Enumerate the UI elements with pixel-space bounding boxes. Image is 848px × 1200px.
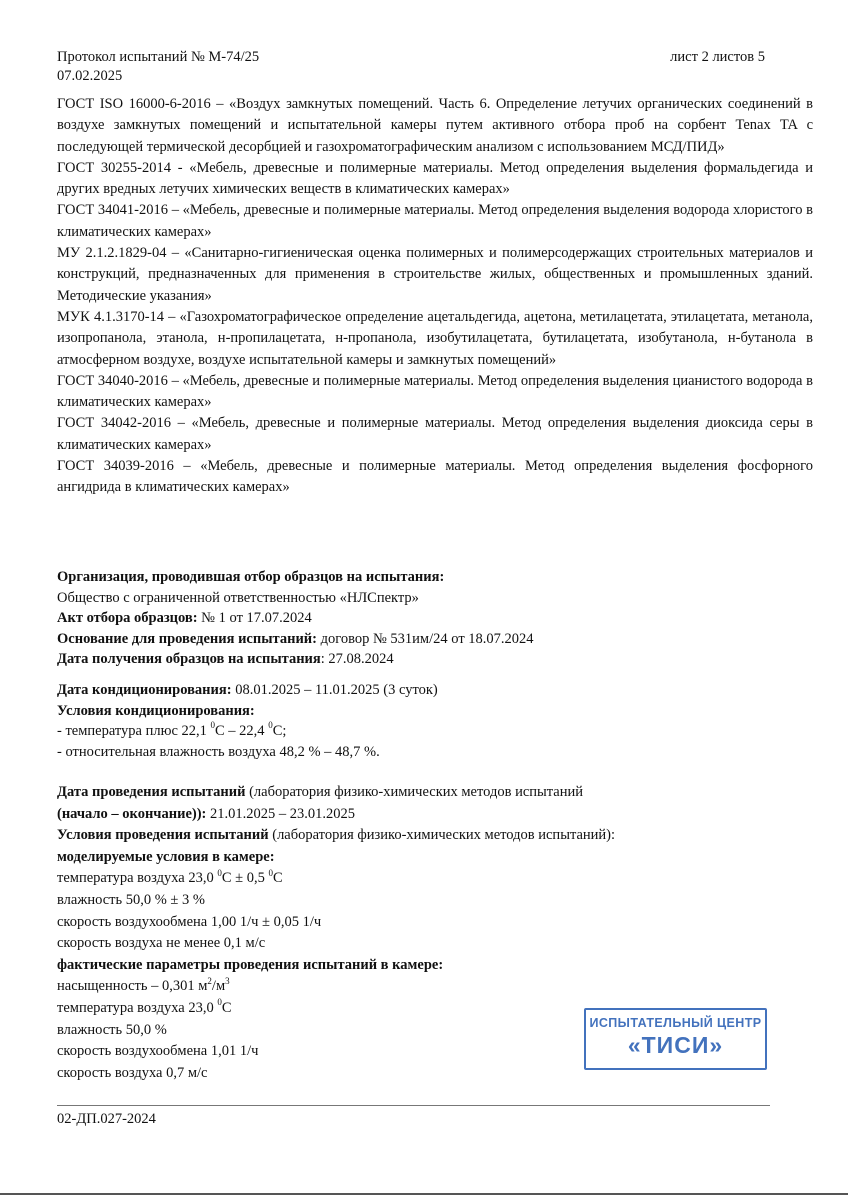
protocol-number: Протокол испытаний № М-74/25 — [57, 49, 260, 65]
standard-ref: ГОСТ 34039-2016 – «Мебель, древесные и полимерные материалы. Метод определения выделения фосфорного ангидрида в климатических камерах» — [57, 458, 813, 496]
sampling-org-label: Организация, проводившая отбор образцов на испытания: — [57, 569, 445, 585]
modeled-air-speed: скорость воздуха не менее 0,1 м/с — [57, 935, 266, 952]
footer-divider — [57, 1105, 770, 1106]
standard-ref: ГОСТ ISO 16000-6-2016 – «Воздух замкнутых помещений. Часть 6. Определение летучих органических соединений в воздухе замкнутых помещений и испытательной камеры путем активного отбора проб на сорбент Tenax TA с последующей термической десорбцией и газохроматографическим анализом с использованием МСД/ПИД» — [57, 96, 813, 155]
stamp-line1: ИСПЫТАТЕЛЬНЫЙ ЦЕНТР — [589, 1016, 762, 1030]
actual-parameters-label: фактические параметры проведения испытаний в камере: — [57, 956, 444, 973]
stamp-line2: «ТИСИ» — [627, 1032, 724, 1058]
sheet-number: лист 2 листов 5 — [670, 49, 765, 65]
sampling-section — [57, 567, 817, 670]
basis-value: договор № 531им/24 от 18.07.2024 — [317, 630, 534, 647]
conditioning-temperature: - температура плюс 22,1 $^0$C – 22,4 $^0$C; — [57, 720, 287, 739]
act-value: № 1 от 17.07.2024 — [197, 610, 312, 626]
modeled-air-exchange: скорость воздухообмена 1,00 1/ч ± 0,05 1/ч — [57, 913, 322, 930]
conditioning-section — [57, 680, 817, 762]
actual-air-speed: скорость воздуха 0,7 м/с — [57, 1064, 208, 1081]
modeled-conditions-label: моделируемые условия в камере: — [57, 848, 275, 865]
test-basis — [57, 629, 817, 650]
degree-sup: 0 — [268, 720, 273, 731]
header-left — [57, 48, 259, 86]
standard-ref: ГОСТ 34041-2016 – «Мебель, древесные и полимерные материалы. Метод определения выделения водорода хлористого в климатических камерах» — [57, 202, 813, 240]
testing-center-stamp — [584, 1008, 767, 1070]
conditioning-date — [57, 680, 817, 701]
conditioning-humidity: - относительная влажность воздуха 48,2 % – 48,7 %. — [57, 743, 380, 760]
conditioning-date-label: Дата кондиционирования: — [57, 682, 232, 698]
testing-conditions: Условия проведения испытаний (лаборатория физико-химических методов испытаний): — [57, 827, 616, 844]
basis-label: Основание для проведения испытаний: — [57, 630, 317, 647]
modeled-temperature: температура воздуха 23,0 $^0$C ± 0,5 $^0$C — [57, 867, 283, 887]
conditioning-label: Условия кондиционирования: — [57, 702, 255, 719]
sampling-org-value: Общество с ограниченной ответственностью «НЛСпектр» — [57, 589, 419, 606]
testing-date-line2: (начало – окончание)): 21.01.2025 – 23.01.2025 — [57, 805, 355, 822]
protocol-date: 07.02.2025 — [57, 68, 123, 84]
degree-sup: 0 — [210, 720, 216, 731]
act-label: Акт отбора образцов: — [57, 610, 198, 626]
actual-temperature: температура воздуха 23,0 $^0$C — [57, 997, 232, 1016]
testing-date-line1: Дата проведения испытаний (лаборатория физико-химических методов испытаний — [57, 784, 583, 800]
modeled-humidity: влажность 50,0 % ± 3 % — [57, 891, 205, 908]
actual-saturation: насыщенность – 0,301 $м^2/м^3$ — [57, 975, 230, 995]
actual-air-exchange: скорость воздухообмена 1,01 1/ч — [57, 1043, 259, 1060]
conditioning-date-value: 08.01.2025 – 11.01.2025 (3 суток) — [231, 682, 438, 698]
received-date — [57, 649, 817, 670]
standard-ref: ГОСТ 30255-2014 - «Мебель, древесные и полимерные материалы. Метод определения выделения формальдегида и других вредных летучих химических веществ в климатических камерах» — [57, 159, 813, 198]
received-label: Дата получения образцов на испытания — [57, 651, 321, 667]
sampling-act — [57, 608, 817, 629]
standard-ref: МУК 4.1.3170-14 – «Газохроматографическое определение ацетальдегида, ацетона, метилацетата, этилацетата, метанола, изопропанола, этанола, н-пропилацетата, н-пропанола, изобутилацетата, бутилацетата, изобутанола, н-бутанола в атмосферном воздухе, воздухе испытательной камеры и замкнутых помещений» — [57, 308, 813, 368]
footer-code: 02-ДП.027-2024 — [57, 1111, 156, 1127]
actual-humidity: влажность 50,0 % — [57, 1021, 167, 1038]
standard-ref: МУ 2.1.2.1829-04 – «Санитарно-гигиеническая оценка полимерных и полимерсодержащих строительных материалов и конструкций, предназначенных для применения в строительстве жилых, общественных и промышленных зданий. Методические указания» — [57, 245, 813, 304]
standards-list — [57, 94, 813, 499]
standard-ref: ГОСТ 34040-2016 – «Мебель, древесные и полимерные материалы. Метод определения выделения цианистого водорода в климатических камерах» — [57, 372, 813, 411]
received-value: : 27.08.2024 — [320, 651, 394, 667]
scan-bottom-edge — [0, 1193, 848, 1195]
standard-ref: ГОСТ 34042-2016 – «Мебель, древесные и полимерные материалы. Метод определения выделения диоксида серы в климатических камерах» — [57, 415, 813, 453]
